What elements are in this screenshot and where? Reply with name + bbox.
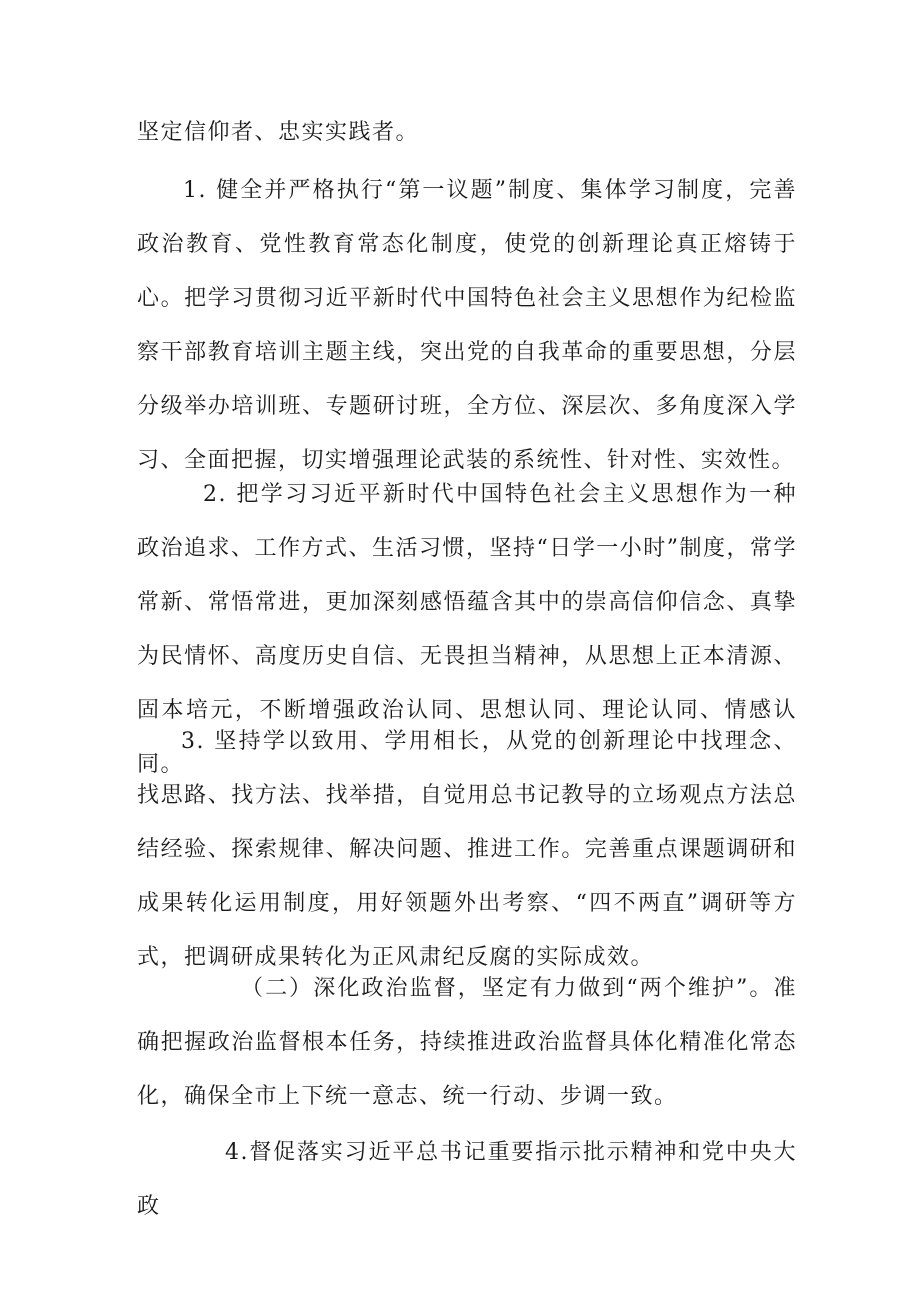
paragraph-continuation: 坚定信仰者、忠实实践者。 <box>137 120 420 145</box>
paragraph-item-3: 3. 坚持学以致用、学用相长，从党的创新理论中找理念、找思路、找方法、找举措，自觉用总书记教导的立场观点方法总结经验、探索规律、解决问题、推进工作。完善重点课题调研和成果转化运用制度，用好领题外出考察、“四不两直”调研等方式，把调研成果转化为正风肃纪反腐的实际成效。 <box>137 729 797 970</box>
section-heading-political-supervision: （二）深化政治监督，坚定有力做到“两个维护”。准确把握政治监督根本任务，持续推进政治监督具体化精准化常态化，确保全市上下统一意志、统一行动、步调一致。 <box>137 976 797 1109</box>
paragraph-item-1: 1. 健全并严格执行“第一议题”制度、集体学习制度，完善政治教育、党性教育常态化制度，使党的创新理论真正熔铸于心。把学习贯彻习近平新时代中国特色社会主义思想作为纪检监察干部教育培训主题主线，突出党的自我革命的重要思想，分层分级举办培训班、专题研讨班，全方位、深层次、多角度深入学习、全面把握，切实增强理论武装的系统性、针对性、实效性。 <box>137 178 797 473</box>
paragraph-item-2: 2. 把学习习近平新时代中国特色社会主义思想作为一种政治追求、工作方式、生活习惯，坚持“日学一小时”制度，常学常新、常悟常进，更加深刻感悟蕴含其中的崇高信仰信念、真挚为民情怀、高度历史自信、无畏担当精神，从思想上正本清源、固本培元，不断增强政治认同、思想认同、理论认同、情感认同。 <box>137 482 797 777</box>
paragraph-item-4: 4.督促落实习近平总书记重要指示批示精神和党中央大政 <box>137 1140 797 1219</box>
